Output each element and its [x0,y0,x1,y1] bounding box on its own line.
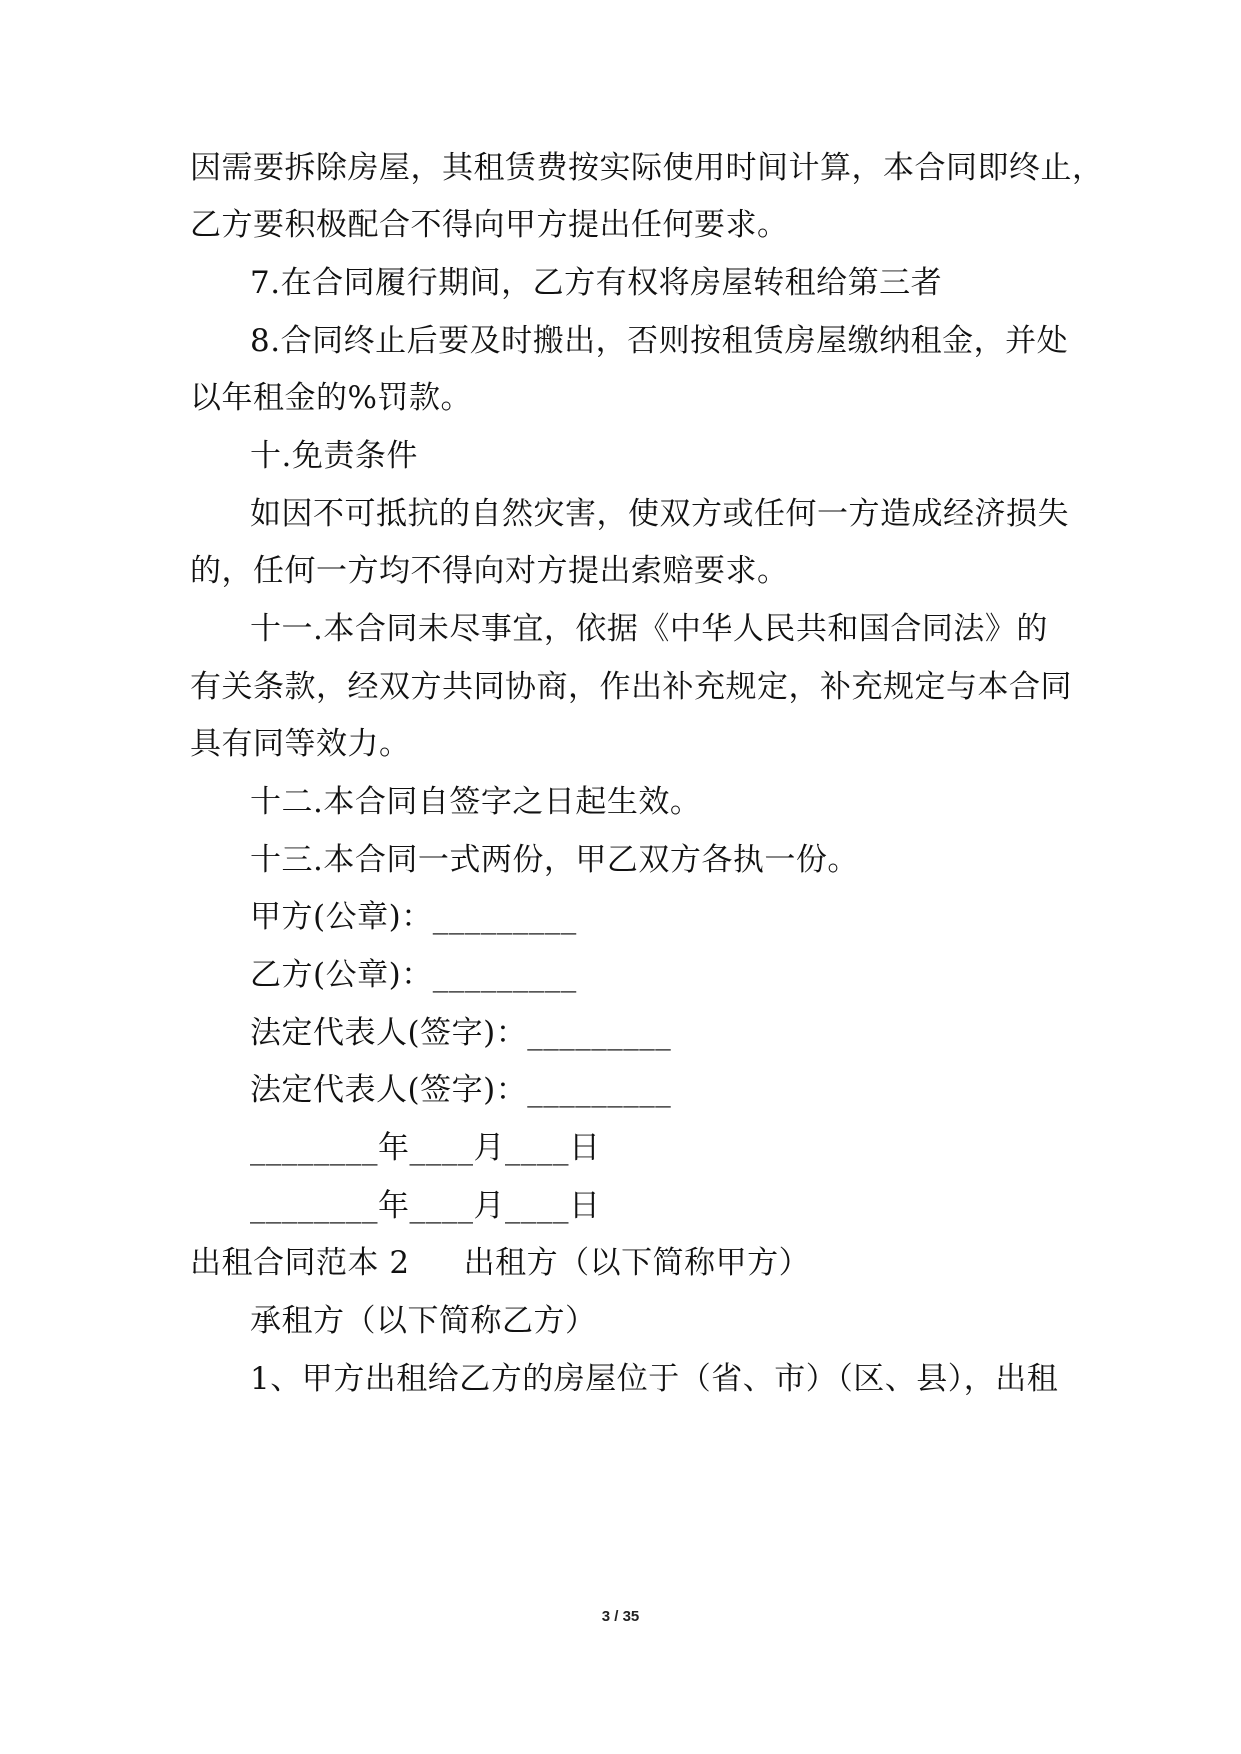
date-line: ________年____月____日 [250,1188,601,1224]
party-b-seal-line: 乙方(公章)：_________ [250,957,577,993]
paragraph-line: 有关条款，经双方共同协商，作出补充规定，补充规定与本合同 [190,669,1072,705]
section-thirteen: 十三.本合同一式两份，甲乙双方各执一份。 [250,842,859,878]
section-eleven: 十一.本合同未尽事宜，依据《中华人民共和国合同法》的 [250,611,1048,647]
section-heading-ten: 十.免责条件 [250,438,418,474]
contract-template-title: 出租合同范本 2 [190,1245,410,1281]
party-a-seal-line: 甲方(公章)：_________ [250,899,577,935]
lessee-label: 承租方（以下简称乙方） [250,1303,597,1339]
legal-rep-signature-line: 法定代表人(签字)：_________ [250,1015,672,1051]
paragraph-line: 如因不可抵抗的自然灾害，使双方或任何一方造成经济损失 [250,496,1069,532]
paragraph-line: 具有同等效力。 [190,726,411,762]
paragraph-line: 乙方要积极配合不得向甲方提出任何要求。 [190,207,789,243]
lessor-label: 出租方（以下简称甲方） [463,1245,811,1281]
clause-8: 8.合同终止后要及时搬出，否则按租赁房屋缴纳租金，并处 [250,323,1069,359]
paragraph-line: 的，任何一方均不得向对方提出索赔要求。 [190,553,789,589]
paragraph-line: 因需要拆除房屋，其租赁费按实际使用时间计算，本合同即终止， [190,150,1104,186]
section-twelve: 十二.本合同自签字之日起生效。 [250,784,702,820]
paragraph-line: 以年租金的%罚款。 [190,380,472,416]
legal-rep-signature-line: 法定代表人(签字)：_________ [250,1072,672,1108]
clause-1: 1、甲方出租给乙方的房屋位于（省、市）（区、县），出租 [250,1361,1059,1397]
page-number: 3 / 35 [601,1608,640,1625]
contract-heading-line [190,1243,810,1283]
clause-7: 7.在合同履行期间，乙方有权将房屋转租给第三者 [250,265,943,301]
date-line: ________年____月____日 [250,1130,601,1166]
